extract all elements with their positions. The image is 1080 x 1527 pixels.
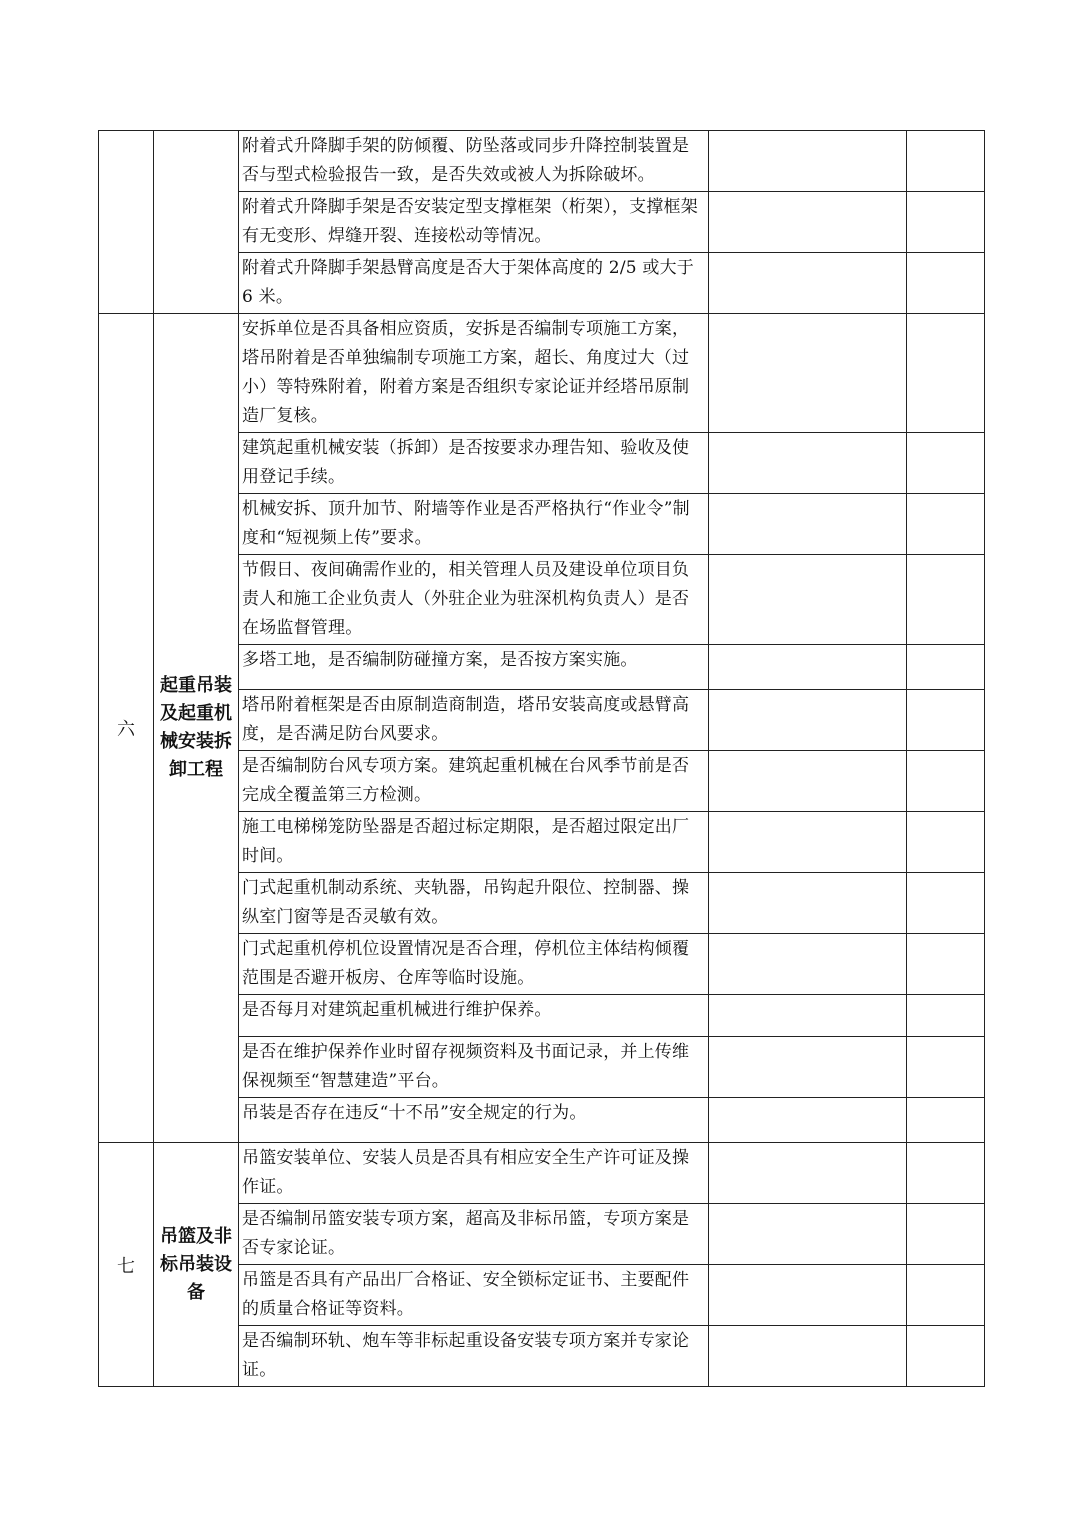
remark-cell[interactable] [907, 131, 985, 192]
check-item-text: 附着式升降脚手架的防倾覆、防坠落或同步升降控制装置是否与型式检验报告一致，是否失效或被人为拆除破坏。 [239, 131, 709, 192]
section-number: 六 [99, 314, 154, 1143]
check-item-text: 门式起重机制动系统、夹轨器，吊钩起升限位、控制器、操纵室门窗等是否灵敏有效。 [239, 873, 709, 934]
result-cell[interactable] [709, 995, 907, 1037]
remark-cell[interactable] [907, 934, 985, 995]
remark-cell[interactable] [907, 1204, 985, 1265]
check-item-text: 是否编制防台风专项方案。建筑起重机械在台风季节前是否完成全覆盖第三方检测。 [239, 751, 709, 812]
remark-cell[interactable] [907, 192, 985, 253]
check-item-text: 多塔工地，是否编制防碰撞方案，是否按方案实施。 [239, 645, 709, 690]
remark-cell[interactable] [907, 1326, 985, 1387]
check-item-text: 是否每月对建筑起重机械进行维护保养。 [239, 995, 709, 1037]
check-item-text: 节假日、夜间确需作业的，相关管理人员及建设单位项目负责人和施工企业负责人（外驻企业为驻深机构负责人）是否在场监督管理。 [239, 555, 709, 645]
remark-cell[interactable] [907, 1143, 985, 1204]
section-category [154, 1143, 239, 1387]
check-item-text: 建筑起重机械安装（拆卸）是否按要求办理告知、验收及使用登记手续。 [239, 433, 709, 494]
result-cell[interactable] [709, 1098, 907, 1143]
remark-cell[interactable] [907, 314, 985, 433]
section-number: 七 [99, 1143, 154, 1387]
remark-cell[interactable] [907, 253, 985, 314]
result-cell[interactable] [709, 1326, 907, 1387]
remark-cell[interactable] [907, 995, 985, 1037]
result-cell[interactable] [709, 253, 907, 314]
result-cell[interactable] [709, 1037, 907, 1098]
result-cell[interactable] [709, 934, 907, 995]
table-row [99, 1143, 985, 1204]
check-item-text: 是否在维护保养作业时留存视频资料及书面记录，并上传维保视频至“智慧建造”平台。 [239, 1037, 709, 1098]
remark-cell[interactable] [907, 494, 985, 555]
check-item-text: 附着式升降脚手架是否安装定型支撑框架（桁架），支撑框架有无变形、焊缝开裂、连接松动等情况。 [239, 192, 709, 253]
result-cell[interactable] [709, 494, 907, 555]
result-cell[interactable] [709, 555, 907, 645]
inspection-table [98, 130, 985, 1387]
check-item-text: 吊篮安装单位、安装人员是否具有相应安全生产许可证及操作证。 [239, 1143, 709, 1204]
remark-cell[interactable] [907, 645, 985, 690]
result-cell[interactable] [709, 1265, 907, 1326]
result-cell[interactable] [709, 314, 907, 433]
check-item-text: 施工电梯梯笼防坠器是否超过标定期限，是否超过限定出厂时间。 [239, 812, 709, 873]
remark-cell[interactable] [907, 433, 985, 494]
result-cell[interactable] [709, 690, 907, 751]
check-item-text: 塔吊附着框架是否由原制造商制造，塔吊安装高度或悬臂高度，是否满足防台风要求。 [239, 690, 709, 751]
category-label: 起重吊装及起重机械安装拆卸工程 [160, 675, 232, 780]
table-row [99, 131, 985, 192]
result-cell[interactable] [709, 131, 907, 192]
table-row [99, 314, 985, 433]
check-item-text: 吊装是否存在违反“十不吊”安全规定的行为。 [239, 1098, 709, 1143]
remark-cell[interactable] [907, 1098, 985, 1143]
remark-cell[interactable] [907, 812, 985, 873]
check-item-text: 门式起重机停机位设置情况是否合理，停机位主体结构倾覆范围是否避开板房、仓库等临时设施。 [239, 934, 709, 995]
remark-cell[interactable] [907, 1265, 985, 1326]
result-cell[interactable] [709, 812, 907, 873]
result-cell[interactable] [709, 1143, 907, 1204]
section-number [99, 131, 154, 314]
check-item-text: 附着式升降脚手架悬臂高度是否大于架体高度的 2/5 或大于 6 米。 [239, 253, 709, 314]
section-category [154, 314, 239, 1143]
check-item-text: 机械安拆、顶升加节、附墙等作业是否严格执行“作业令”制度和“短视频上传”要求。 [239, 494, 709, 555]
check-item-text: 是否编制吊篮安装专项方案，超高及非标吊篮，专项方案是否专家论证。 [239, 1204, 709, 1265]
remark-cell[interactable] [907, 555, 985, 645]
result-cell[interactable] [709, 873, 907, 934]
remark-cell[interactable] [907, 751, 985, 812]
section-category [154, 131, 239, 314]
check-item-text: 安拆单位是否具备相应资质，安拆是否编制专项施工方案，塔吊附着是否单独编制专项施工方案，超长、角度过大（过小）等特殊附着，附着方案是否组织专家论证并经塔吊原制造厂复核。 [239, 314, 709, 433]
result-cell[interactable] [709, 751, 907, 812]
result-cell[interactable] [709, 645, 907, 690]
result-cell[interactable] [709, 433, 907, 494]
result-cell[interactable] [709, 192, 907, 253]
remark-cell[interactable] [907, 690, 985, 751]
check-item-text: 吊篮是否具有产品出厂合格证、安全锁标定证书、主要配件的质量合格证等资料。 [239, 1265, 709, 1326]
category-label: 吊篮及非标吊装设备 [160, 1225, 232, 1303]
result-cell[interactable] [709, 1204, 907, 1265]
check-item-text: 是否编制环轨、炮车等非标起重设备安装专项方案并专家论证。 [239, 1326, 709, 1387]
remark-cell[interactable] [907, 1037, 985, 1098]
remark-cell[interactable] [907, 873, 985, 934]
